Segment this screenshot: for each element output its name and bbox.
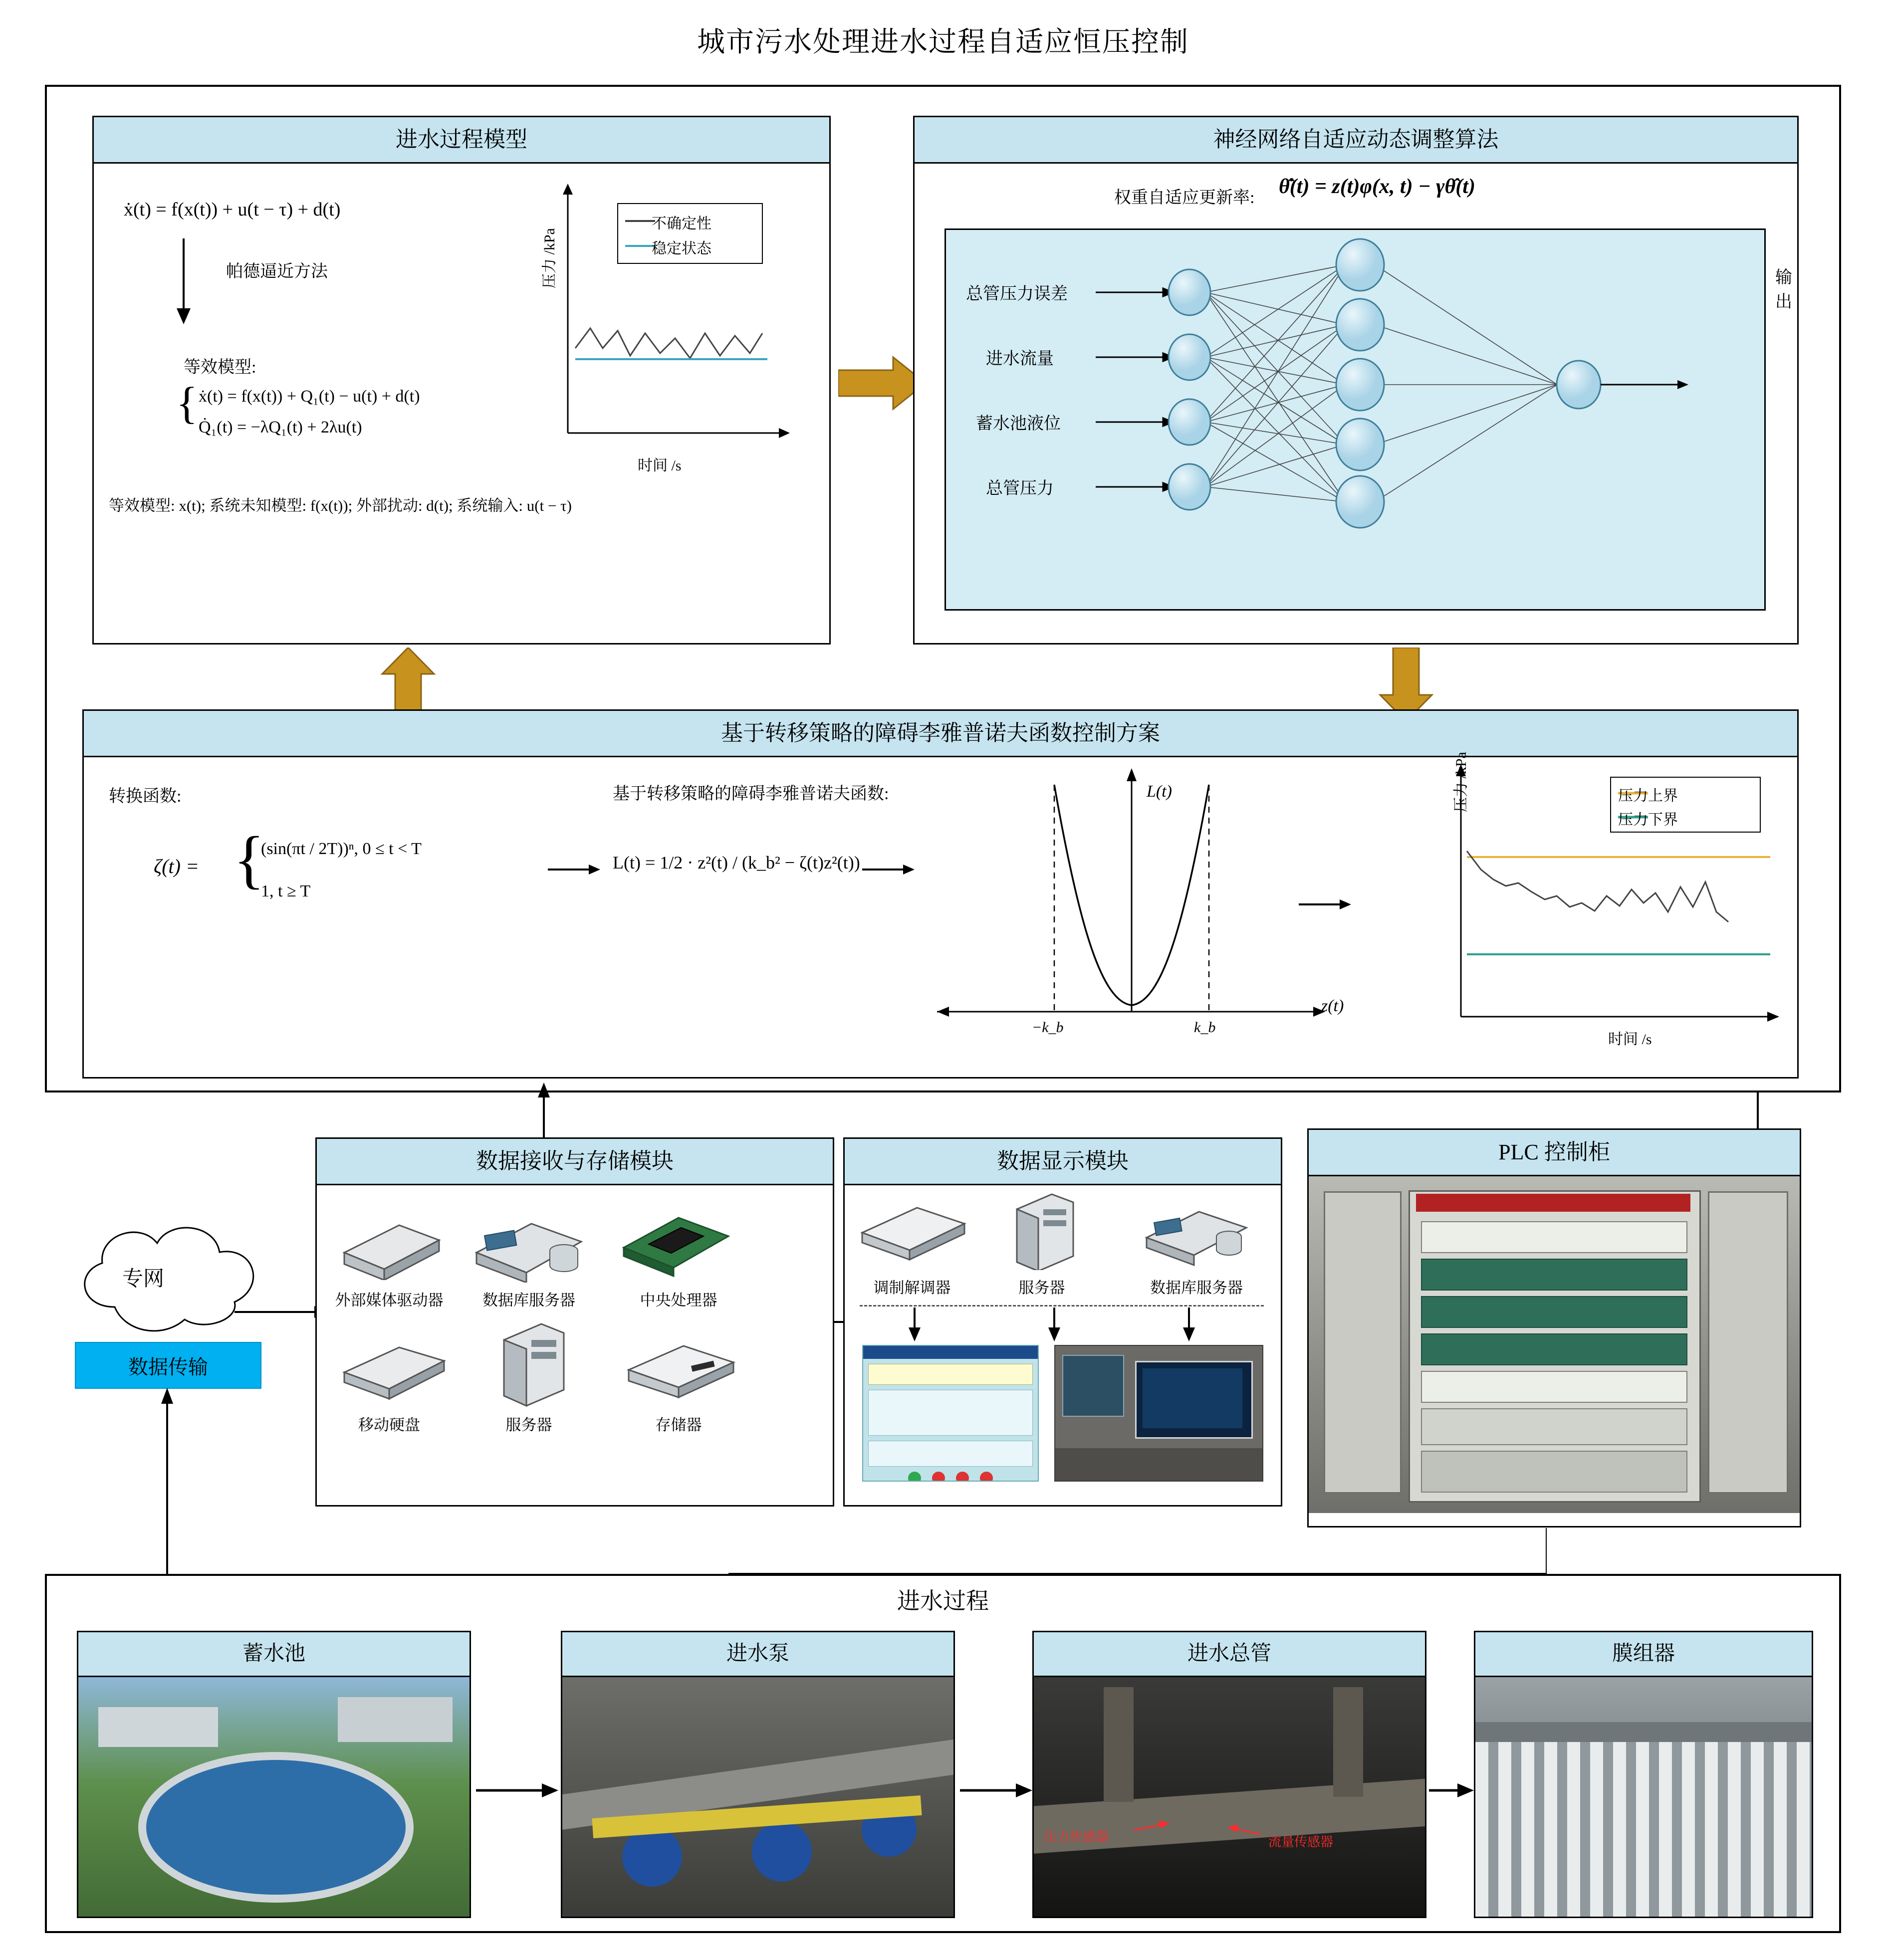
nn-input-3: 蓄水池液位: [976, 415, 1061, 433]
panel-display-module: [843, 1137, 1282, 1507]
modem-icon: [850, 1198, 974, 1263]
panel-plc-title: PLC 控制柜: [1309, 1130, 1800, 1176]
sensor-arrows: [1034, 1819, 1426, 1849]
eq-main: ẋ(t) = f(x(t)) + u(t − τ) + d(t): [124, 199, 341, 220]
equiv-label: 等效模型:: [184, 358, 256, 377]
annotation-flow-sensor: 流量传感器: [1268, 1835, 1334, 1849]
zeta-symbol: ζ(t) =: [154, 855, 199, 877]
chart-xlabel: 时间 /s: [638, 457, 682, 474]
storage-label-6: 存储器: [655, 1416, 702, 1434]
nn-rate-eq: θ̇̂(t) = z(t)φ(x, t) − γθ̂(t): [1279, 175, 1475, 198]
panel-inflow-model: [92, 116, 831, 645]
blf-label: 基于转移策略的障碍李雅普诺夫函数:: [613, 785, 889, 803]
cloud-label: 专网: [122, 1268, 165, 1291]
scada-screen-photo: [1054, 1345, 1263, 1482]
stage-1-title: 蓄水池: [77, 1631, 471, 1677]
cpu-chip-icon: [611, 1200, 736, 1280]
server-tower-icon: [999, 1190, 1084, 1270]
bound-xlabel: 时间 /s: [1608, 1031, 1652, 1048]
panel-process: [45, 1574, 1841, 1933]
legend-uncertainty: 不确定性: [652, 216, 711, 232]
lyap-arrow-1: [548, 860, 603, 879]
panel-storage-title: 数据接收与存储模块: [317, 1139, 833, 1185]
panel-process-title: 进水过程: [897, 1588, 989, 1614]
conv-func-label: 转换函数:: [109, 787, 182, 806]
barrier-tick-left: −k_b: [1032, 1019, 1064, 1036]
storage-label-5: 服务器: [505, 1416, 552, 1434]
panel-plc-cabinet: [1307, 1128, 1801, 1527]
display-label-1: 调制解调器: [873, 1279, 951, 1297]
nn-graph-container: [944, 228, 1766, 611]
storage-label-2: 数据库服务器: [482, 1292, 575, 1309]
model-legend-note: 等效模型: x(t); 系统未知模型: f(x(t)); 外部扰动: d(t); 系统输入: u(t − τ): [109, 497, 572, 514]
plc-cabinet-photo: [1309, 1176, 1800, 1513]
pade-arrow-icon: [164, 238, 224, 328]
connector-process-to-transfer: [147, 1387, 187, 1596]
database-server-icon: [1134, 1193, 1259, 1268]
portable-hard-disk-icon: [327, 1330, 452, 1405]
nn-graph: [946, 230, 1764, 609]
panel-display-title: 数据显示模块: [845, 1139, 1281, 1185]
lyap-arrow-3: [1299, 894, 1354, 914]
L-equation: L(t) = 1/2 · z²(t) / (k_b² − ζ(t)z²(t)): [613, 853, 860, 872]
nn-input-1: 总管压力误差: [966, 285, 1068, 303]
legend-steady: 稳定状态: [652, 240, 711, 257]
bound-ylabel: 压力 /kPa: [1453, 752, 1469, 812]
bound-legend-upper: 压力上界: [1618, 788, 1678, 804]
panel-nn-title: 神经网络自适应动态调整算法: [915, 117, 1797, 164]
pade-label: 帕德逼近方法: [226, 262, 328, 281]
panel-neural-network: [913, 116, 1799, 645]
display-down-arrows: [860, 1307, 1264, 1342]
barrier-curve-chart: [902, 762, 1351, 1042]
database-server-icon: [462, 1203, 591, 1283]
display-label-3: 数据库服务器: [1150, 1279, 1243, 1297]
stage-4-title: 膜组器: [1474, 1631, 1813, 1677]
barrier-xlabel: z(t): [1321, 997, 1344, 1015]
panel-storage-module: [315, 1137, 834, 1507]
external-media-drive-icon: [324, 1205, 449, 1280]
barrier-ylabel: L(t): [1147, 782, 1172, 801]
storage-device-icon: [616, 1335, 741, 1405]
zeta-eq-top: (sin(πt / 2T))ⁿ, 0 ≤ t < T: [261, 840, 422, 858]
storage-label-4: 移动硬盘: [358, 1416, 420, 1434]
storage-label-3: 中央处理器: [640, 1292, 717, 1309]
nn-rate-label: 权重自适应更新率:: [1114, 189, 1255, 207]
nn-input-4: 总管压力: [986, 479, 1054, 498]
hmi-panel-photo: [862, 1345, 1039, 1482]
process-flow-arrows: [77, 1775, 1823, 1805]
page-title: 城市污水处理进水过程自适应恒压控制: [697, 27, 1189, 58]
data-transfer-badge: 数据传输: [75, 1342, 261, 1389]
server-tower-icon: [481, 1320, 581, 1410]
panel-lyapunov-title: 基于转移策略的障碍李雅普诺夫函数控制方案: [84, 711, 1797, 757]
zeta-eq-bot: 1, t ≥ T: [261, 882, 311, 900]
zeta-brace: {: [234, 824, 265, 895]
system-brace: {: [176, 379, 198, 428]
annotation-pressure-sensor: 压力传感器: [1044, 1830, 1109, 1844]
panel-inflow-model-title: 进水过程模型: [94, 117, 829, 164]
stage-3-title: 进水总管: [1032, 1631, 1426, 1677]
barrier-tick-right: k_b: [1194, 1019, 1216, 1036]
display-divider: [860, 1305, 1264, 1307]
bound-legend-lower: 压力下界: [1618, 812, 1678, 828]
eq-sys-2: Q̇₁(t) = −λQ₁(t) + 2λu(t): [199, 418, 362, 436]
display-label-2: 服务器: [1018, 1279, 1065, 1297]
panel-lyapunov: [82, 709, 1799, 1079]
chart-ylabel: 压力 /kPa: [541, 228, 558, 288]
nn-input-2: 进水流量: [986, 350, 1054, 368]
nn-output-label: 输出: [1775, 268, 1792, 311]
stage-2-title: 进水泵: [561, 1631, 955, 1677]
storage-label-1: 外部媒体驱动器: [335, 1292, 444, 1309]
eq-sys-1: ẋ(t) = f(x(t)) + Q₁(t) − u(t) + d(t): [199, 387, 420, 406]
